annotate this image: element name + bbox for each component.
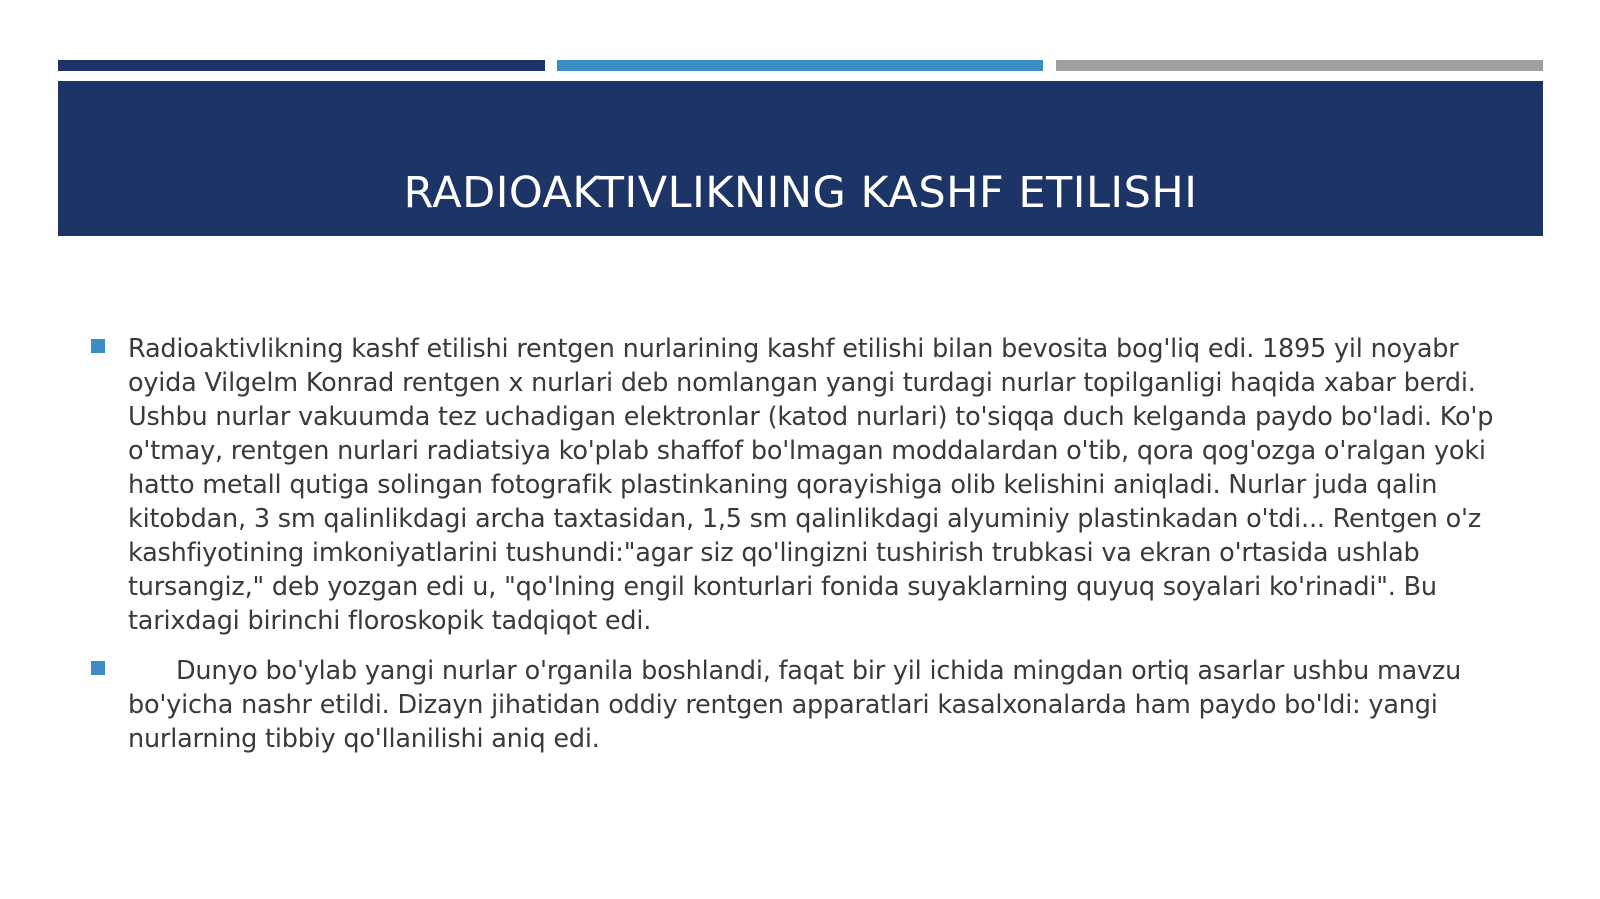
- square-bullet-icon: [91, 661, 105, 675]
- bullet-text: Dunyo bo'ylab yangi nurlar o'rganila boshlandi, faqat bir yil ichida mingdan ortiq asarlar ushbu mavzu bo'yicha nashr etildi. Dizayn jihatidan oddiy rentgen apparatlari kasalxonalarda ham paydo bo'ldi: yangi nurlarning tibbiy qo'llanilishi aniq edi.: [128, 656, 1462, 754]
- bullet-list: [88, 332, 1508, 772]
- accent-bar-blue: [557, 60, 1043, 71]
- accent-bar-dark: [58, 60, 545, 71]
- bullet-item-discovery: [88, 332, 1508, 638]
- square-bullet-icon: [91, 339, 105, 353]
- bullet-text: Radioaktivlikning kashf etilishi rentgen nurlarining kashf etilishi bilan bevosita bog'liq edi. 1895 yil noyabr oyida Vilgelm Konrad rentgen x nurlari deb nomlangan yangi turdagi nurlar topilganligi haqida xabar berdi. Ushbu nurlar vakuumda tez uchadigan elektronlar (katod nurlari) to'siqqa duch kelganda paydo bo'ladi. Ko'p o'tmay, rentgen nurlari radiatsiya ko'plab shaffof bo'lmagan moddalardan o'tib, qora qog'ozga o'ralgan yoki hatto metall qutiga solingan fotografik plastinkaning qorayishiga olib kelishini aniqladi. Nurlar juda qalin kitobdan, 3 sm qalinlikdagi archa taxtasidan, 1,5 sm qalinlikdagi alyuminiy plastinkadan o'tdi... Rentgen o'z kashfiyotining imkoniyatlarini tushundi:"agar siz qo'lingizni tushirish trubkasi va ekran o'rtasida ushlab tursangiz," deb yozgan edi u, "qo'lning engil konturlari fonida suyaklarning quyuq soyalari ko'rinadi". Bu tarixdagi birinchi floroskopik tadqiqot edi.: [128, 334, 1494, 636]
- slide-title: RADIOAKTIVLIKNING KASHF ETILISHI: [403, 168, 1198, 218]
- accent-bar-gray: [1056, 60, 1543, 71]
- title-band: [58, 81, 1543, 236]
- bullet-item-worldwide: [88, 654, 1508, 756]
